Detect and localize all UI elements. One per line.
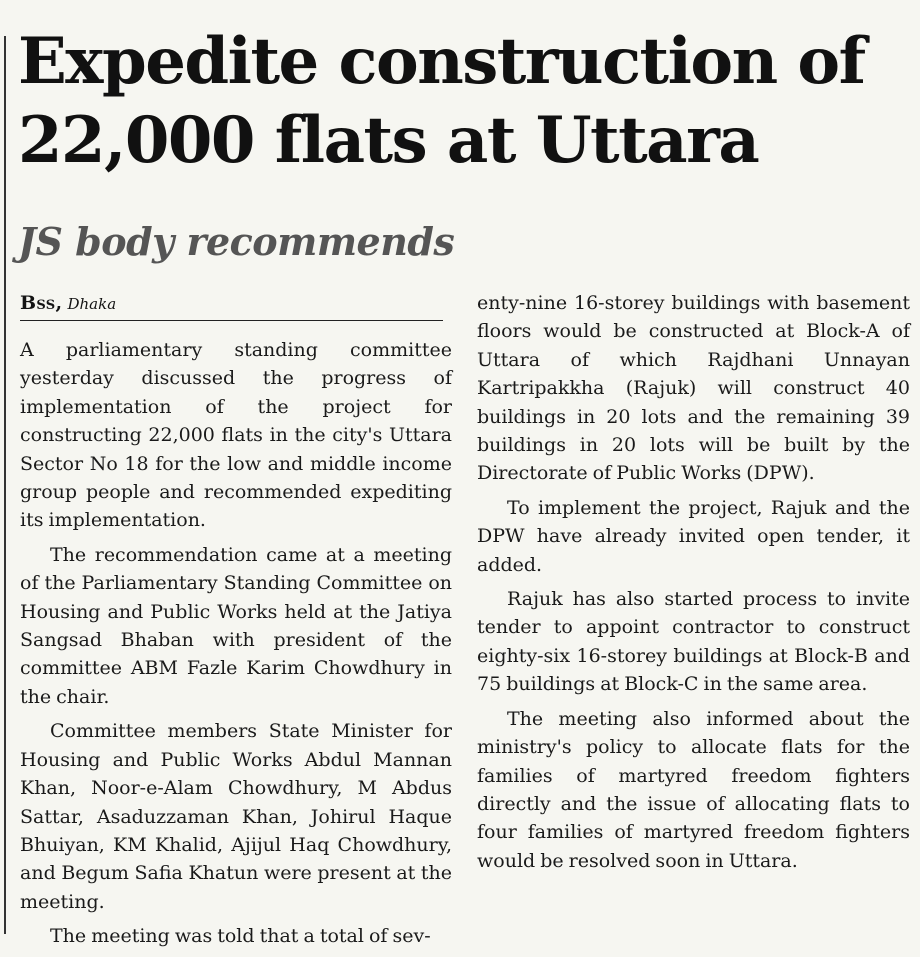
paragraph: Committee members State Minister for Housing and Public Works Abdul Mannan Khan, Noor-e-Alam Chowdhury, M Abdus Sattar, Asaduzzaman Khan, Johirul Haque Bhuiyan, KM Khalid, Ajijul Haq Chowdhury, and Begum Safia Khatun were present at the meeting. — [20, 720, 452, 913]
subheadline: JS body recommends — [18, 219, 455, 264]
column-rule — [4, 36, 6, 934]
paragraph: enty-nine 16-storey buildings with basement floors would be constructed at Block-A of Uttara of which Rajdhani Unnayan Kartripakkha (Rajuk) will construct 40 buildings in 20 lots and the remaining 39 buildings in 20 lots will be built by the Directorate of Public Works (DPW). — [477, 292, 910, 485]
headline — [18, 22, 913, 180]
byline-place: Dhaka — [67, 295, 117, 313]
headline-line-1: Expedite construction of — [18, 24, 865, 99]
paragraph: The meeting also informed about the ministry's policy to allocate flats for the families of martyred freedom fighters directly and the issue of allocating flats to four families of martyred freedom fighters would be resolved soon in Uttara. — [477, 707, 910, 872]
paragraph: To implement the project, Rajuk and the DPW have already invited open tender, it added. — [477, 496, 910, 576]
paragraph: A parliamentary standing committee yesterday discussed the progress of implementation of the project for constructing 22,000 flats in the city's Uttara Sector No 18 for the low and middle income group people and recommended expediting its implementation. — [20, 339, 452, 532]
article-column-left — [20, 336, 452, 957]
paragraph: Rajuk has also started process to invite tender to appoint contractor to construct eighty-six 16-storey buildings at Block-B and 75 buildings at Block-C in the same area. — [477, 588, 910, 696]
byline — [20, 292, 443, 321]
paragraph: The recommendation came at a meeting of the Parliamentary Standing Committee on Housing and Public Works held at the Jatiya Sangsad Bhaban with president of the committee ABM Fazle Karim Chowdhury in the chair. — [20, 543, 452, 708]
byline-agency: Bss, — [20, 292, 63, 314]
paragraph: The meeting was told that a total of sev- — [50, 925, 431, 948]
headline-line-2: 22,000 flats at Uttara — [18, 103, 759, 178]
article-column-right — [477, 289, 910, 881]
